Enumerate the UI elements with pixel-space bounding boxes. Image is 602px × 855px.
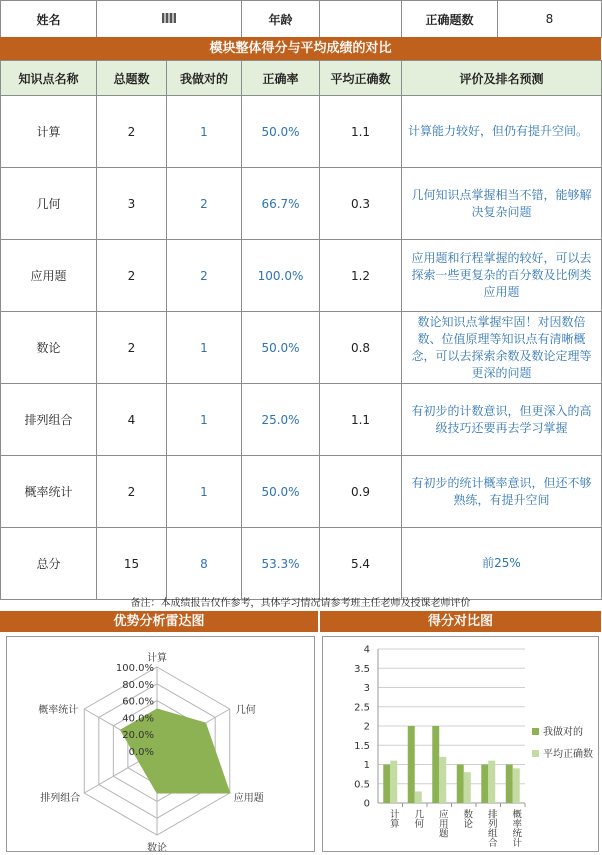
bar-avg (415, 791, 422, 803)
bar-avg (513, 768, 520, 803)
bar-y-tick-label: 2 (363, 721, 370, 733)
col-header-eval: 评价及排名预测 (402, 61, 602, 96)
radar-chart (7, 637, 314, 851)
topic-total: 4 (97, 384, 167, 456)
bar-chart-frame (322, 636, 599, 852)
topic-avg: 0.8 (320, 312, 402, 384)
bar-y-tick-label: 0.5 (354, 779, 370, 791)
topic-rate: 100.0% (242, 240, 320, 312)
topic-mine: 2 (167, 240, 242, 312)
table-row (1, 168, 602, 240)
topic-name: 几何 (1, 168, 97, 240)
topic-rate: 50.0% (242, 96, 320, 168)
topic-mine: 1 (167, 456, 242, 528)
bar-mine (432, 726, 439, 803)
topic-name: 排列组合 (1, 384, 97, 456)
topic-rate: 50.0% (242, 456, 320, 528)
age-value (320, 1, 402, 38)
bar-category-label: 概率统计 (510, 809, 522, 847)
topic-avg: 1.1 (320, 96, 402, 168)
topic-name: 概率统计 (1, 456, 97, 528)
redacted-name (162, 13, 176, 23)
bar-category-label: 几何 (412, 809, 424, 828)
topic-total: 2 (97, 240, 167, 312)
topic-avg: 1.1 (320, 384, 402, 456)
topic-eval: 数论知识点掌握牢固！对因数倍数、位值原理等知识点有清晰概念，可以去探索余数及数论定理等更深的问题 (402, 312, 602, 384)
topic-eval: 有初步的统计概率意识，但还不够熟练，有提升空间 (402, 456, 602, 528)
bar-avg (488, 761, 495, 803)
age-label: 年龄 (242, 1, 320, 38)
total-mine: 8 (167, 528, 242, 600)
bar-category-label: 应用题 (436, 809, 448, 838)
col-header-total: 总题数 (97, 61, 167, 96)
topic-total: 2 (97, 96, 167, 168)
radar-tick-label: 40.0% (122, 713, 154, 725)
radar-tick-label: 60.0% (122, 696, 154, 708)
topic-mine: 1 (167, 312, 242, 384)
report-note: 备注：本成绩报告仅作参考，具体学习情况请参考班主任老师及授课老师评价 (130, 598, 471, 609)
module-score-table (0, 60, 602, 600)
total-row (1, 528, 602, 600)
bar-chart (323, 637, 598, 851)
table-row (1, 312, 602, 384)
bar-category-label: 排列组合 (485, 809, 497, 847)
topic-rate: 25.0% (242, 384, 320, 456)
topic-rate: 66.7% (242, 168, 320, 240)
bar-category-label: 计算 (387, 809, 399, 828)
col-header-rate: 正确率 (242, 61, 320, 96)
bar-avg (390, 761, 397, 803)
radar-tick-label: 0.0% (128, 747, 154, 758)
radar-tick-label: 20.0% (122, 730, 154, 742)
topic-total: 3 (97, 168, 167, 240)
radar-category-label: 计算 (147, 653, 167, 664)
table-row (1, 96, 602, 168)
radar-category-label: 概率统计 (38, 705, 79, 716)
topic-eval: 应用题和行程掌握的较好，可以去探索一些更复杂的百分数及比例类应用题 (402, 240, 602, 312)
correct-count-label: 正确题数 (402, 1, 498, 38)
legend-swatch (532, 728, 539, 735)
col-header-avg: 平均正确数 (320, 61, 402, 96)
topic-avg: 0.9 (320, 456, 402, 528)
student-info-table (0, 0, 602, 38)
table-row (1, 384, 602, 456)
radar-category-label: 几何 (235, 705, 256, 716)
col-header-mine: 我做对的 (167, 61, 242, 96)
topic-rate: 50.0% (242, 312, 320, 384)
name-label: 姓名 (1, 1, 97, 38)
bar-y-tick-label: 1.5 (354, 740, 370, 752)
bar-category-label: 数论 (461, 809, 473, 828)
topic-mine: 2 (167, 168, 242, 240)
name-value (97, 1, 242, 38)
topic-total: 2 (97, 456, 167, 528)
total-rank: 前25% (402, 528, 602, 600)
total-total: 15 (97, 528, 167, 600)
topic-name: 应用题 (1, 240, 97, 312)
topic-total: 2 (97, 312, 167, 384)
legend-label: 平均正确数 (543, 749, 593, 760)
topic-avg: 1.2 (320, 240, 402, 312)
bar-y-tick-label: 2.5 (354, 702, 370, 714)
table-row (1, 240, 602, 312)
table-row (1, 456, 602, 528)
bar-y-tick-label: 3 (363, 683, 370, 694)
radar-category-label: 应用题 (233, 793, 264, 804)
topic-eval: 有初步的计数意识，但更深入的高级技巧还要再去学习掌握 (402, 384, 602, 456)
topic-mine: 1 (167, 384, 242, 456)
topic-name: 数论 (1, 312, 97, 384)
total-avg: 5.4 (320, 528, 402, 600)
bar-mine (408, 726, 415, 803)
col-header-topic: 知识点名称 (1, 61, 97, 96)
legend-label: 我做对的 (543, 727, 583, 738)
table-header-row (1, 61, 602, 96)
topic-eval: 几何知识点掌握相当不错，能够解决复杂问题 (402, 168, 602, 240)
total-rate: 53.3% (242, 528, 320, 600)
total-name: 总分 (1, 528, 97, 600)
bar-mine (481, 765, 488, 804)
topic-avg: 0.3 (320, 168, 402, 240)
topic-name: 计算 (1, 96, 97, 168)
radar-chart-frame (6, 636, 315, 852)
section-title-comparison: 模块整体得分与平均成绩的对比 (0, 37, 601, 60)
bar-y-tick-label: 4 (363, 644, 370, 656)
bar-y-tick-label: 3.5 (354, 663, 370, 675)
chart-section-titles (0, 611, 601, 632)
topic-mine: 1 (167, 96, 242, 168)
bar-avg (439, 757, 446, 803)
radar-category-label: 数论 (147, 843, 167, 851)
radar-category-label: 排列组合 (40, 793, 81, 804)
topic-eval: 计算能力较好，但仍有提升空间。 (402, 96, 602, 168)
radar-section-title: 优势分析雷达图 (0, 611, 318, 632)
bar-mine (506, 765, 513, 804)
bar-avg (464, 772, 471, 803)
radar-tick-label: 100.0% (115, 663, 154, 674)
bar-section-title: 得分对比图 (320, 611, 601, 632)
bar-y-tick-label: 0 (363, 798, 370, 810)
correct-count-value: 8 (498, 1, 602, 38)
bar-mine (457, 765, 464, 804)
radar-tick-label: 80.0% (122, 679, 154, 691)
bar-mine (383, 765, 390, 804)
bar-y-tick-label: 1 (363, 760, 370, 771)
legend-swatch (532, 750, 539, 757)
